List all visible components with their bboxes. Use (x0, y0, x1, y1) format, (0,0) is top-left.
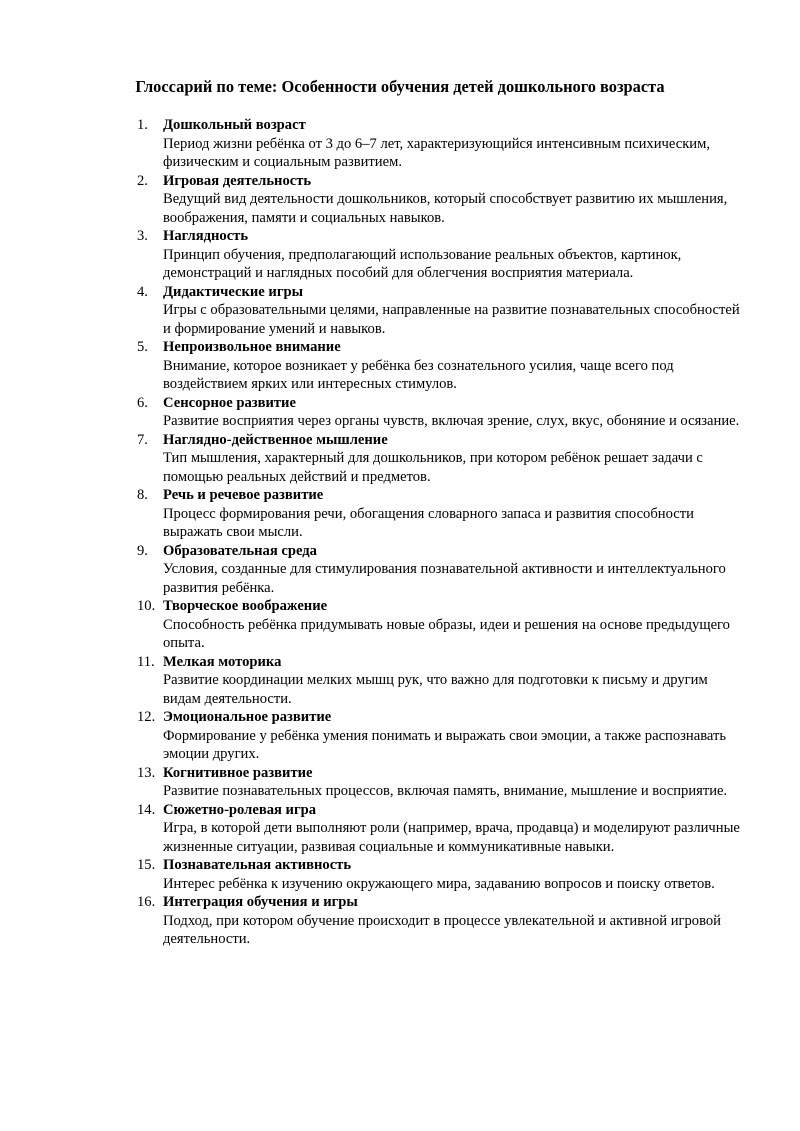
glossary-entry (0, 764, 800, 801)
entry-definition: Ведущий вид деятельности дошкольников, который способствует развитию их мышления, воображения, памяти и социальных навыков. (163, 191, 728, 226)
entry-definition: Формирование у ребёнка умения понимать и выражать свои эмоции, а также распознавать эмоции других. (163, 727, 727, 762)
entry-term: Творческое воображение (163, 598, 328, 614)
entry-number: 4. (137, 283, 148, 300)
glossary-entry (0, 116, 800, 172)
entry-number: 16. (137, 894, 156, 910)
entry-term: Наглядно-действенное мышление (163, 431, 388, 448)
entry-number: 10. (137, 598, 156, 614)
glossary-entry (0, 227, 800, 283)
entry-term: Речь и речевое развитие (163, 487, 324, 503)
entry-term: Наглядность (163, 228, 249, 244)
entry-term: Сенсорное развитие (163, 394, 296, 411)
entry-definition: Развитие познавательных процессов, включая память, внимание, мышление и восприятие. (163, 783, 728, 799)
entry-number: 2. (137, 172, 148, 189)
entry-definition: Игра, в которой дети выполняют роли (например, врача, продавца) и моделируют различные жизненные ситуации, развивая социальные и коммуникативные навыки. (163, 820, 740, 855)
glossary-entry (0, 394, 800, 431)
glossary-entry (0, 542, 800, 598)
entry-definition: Процесс формирования речи, обогащения словарного запаса и развития способности выражать свои мысли. (163, 505, 694, 540)
entry-term: Дидактические игры (163, 283, 303, 300)
entry-term: Эмоциональное развитие (163, 709, 332, 725)
glossary-entry (0, 708, 800, 764)
entry-definition: Развитие координации мелких мышц рук, что важно для подготовки к письму и другим видам деятельности. (163, 672, 708, 707)
entry-definition: Подход, при котором обучение происходит в процессе увлекательной и активной игровой деятельности. (163, 912, 721, 947)
glossary-entry (0, 486, 800, 542)
entry-number: 9. (137, 542, 148, 559)
entry-number: 13. (137, 764, 156, 781)
glossary-entry (0, 597, 800, 653)
entry-term: Непроизвольное внимание (163, 339, 341, 355)
entry-definition: Принцип обучения, предполагающий использование реальных объектов, картинок, демонстраций и наглядных пособий для облегчения восприятия материала. (163, 246, 682, 281)
entry-number: 14. (137, 801, 156, 818)
glossary-entry (0, 283, 800, 339)
document-title: Глоссарий по теме: Особенности обучения детей дошкольного возраста (135, 77, 665, 96)
entry-term: Сюжетно-ролевая игра (163, 801, 316, 818)
glossary-entry (0, 172, 800, 228)
entry-term: Мелкая моторика (163, 653, 282, 670)
entry-definition: Условия, созданные для стимулирования познавательной активности и интеллектуального развития ребёнка. (163, 561, 726, 596)
entry-definition: Способность ребёнка придумывать новые образы, идеи и решения на основе предыдущего опыта. (163, 616, 730, 651)
entry-term: Образовательная среда (163, 542, 317, 559)
entry-definition: Развитие восприятия через органы чувств, включая зрение, слух, вкус, обоняние и осязание. (163, 413, 740, 429)
entry-number: 11. (137, 653, 155, 670)
entry-definition: Период жизни ребёнка от 3 до 6–7 лет, характеризующийся интенсивным психическим, физическим и социальным развитием. (163, 135, 710, 170)
glossary-entry (0, 893, 800, 949)
entry-term: Познавательная активность (163, 857, 352, 873)
entry-number: 15. (137, 857, 156, 873)
glossary-entry (0, 801, 800, 857)
entry-definition: Интерес ребёнка к изучению окружающего мира, задаванию вопросов и поиску ответов. (163, 875, 715, 892)
entry-number: 8. (137, 487, 148, 503)
entry-term: Интеграция обучения и игры (163, 894, 358, 910)
entry-term: Игровая деятельность (163, 172, 312, 189)
entry-number: 3. (137, 228, 148, 244)
glossary-entry (0, 653, 800, 709)
glossary-entry (0, 856, 800, 893)
entry-number: 7. (137, 431, 148, 448)
entry-number: 6. (137, 394, 148, 411)
entry-number: 5. (137, 339, 148, 355)
glossary-entry (0, 431, 800, 487)
entry-number: 1. (137, 117, 148, 133)
entry-number: 12. (137, 709, 156, 725)
entry-definition: Внимание, которое возникает у ребёнка без сознательного усилия, чаще всего под воздействием ярких или интересных стимулов. (163, 357, 674, 392)
entry-definition: Тип мышления, характерный для дошкольников, при котором ребёнок решает задачи с помощью реальных действий и предметов. (163, 450, 703, 485)
glossary-entry (0, 338, 800, 394)
entry-definition: Игры с образовательными целями, направленные на развитие познавательных способностей и формирование умений и навыков. (163, 302, 740, 337)
glossary-list (0, 116, 800, 949)
entry-term: Дошкольный возраст (163, 117, 306, 133)
entry-term: Когнитивное развитие (163, 764, 313, 781)
